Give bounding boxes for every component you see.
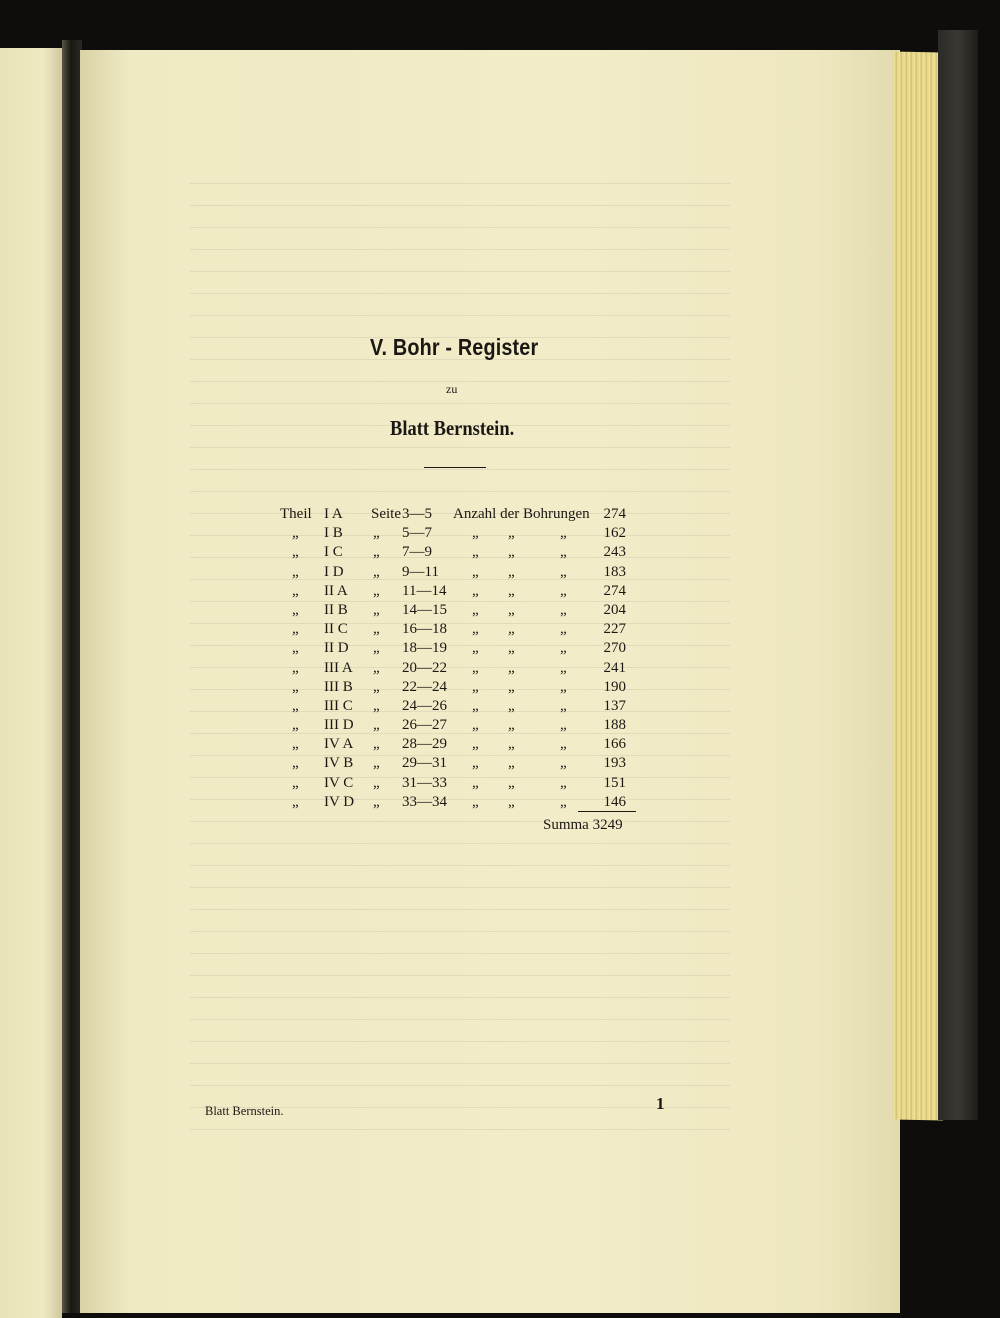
- ditto-mark: „: [560, 678, 567, 695]
- ditto-mark: „: [373, 736, 380, 753]
- table-row: [280, 524, 640, 543]
- part-label: III C: [324, 697, 353, 714]
- page-range: 31—33: [402, 774, 447, 791]
- ditto-mark: „: [292, 678, 299, 695]
- ditto-mark: „: [373, 544, 380, 561]
- ditto-mark: „: [472, 640, 479, 657]
- ditto-mark: „: [472, 525, 479, 542]
- table-row: [280, 543, 640, 562]
- ditto-mark: „: [373, 678, 380, 695]
- part-label: I A: [324, 506, 343, 522]
- boring-count: 183: [603, 563, 626, 580]
- page-edges: [893, 51, 943, 1120]
- table-row: [280, 735, 640, 754]
- part-label: III D: [324, 717, 354, 734]
- ditto-mark: „: [292, 755, 299, 772]
- table-row: [280, 601, 640, 620]
- page-range: 33—34: [402, 793, 447, 810]
- boring-count: 166: [603, 736, 626, 753]
- ditto-mark: „: [472, 678, 479, 695]
- boring-register-table: [280, 505, 640, 812]
- ditto-mark: „: [508, 793, 515, 810]
- summa-value: 3249: [592, 817, 623, 833]
- boring-count: 190: [603, 678, 626, 695]
- ditto-mark: „: [472, 774, 479, 791]
- page-range: 22—24: [402, 678, 447, 695]
- ditto-mark: „: [560, 774, 567, 791]
- ditto-mark: „: [560, 659, 567, 676]
- part-label: II D: [324, 640, 349, 657]
- boring-count: 146: [603, 793, 626, 810]
- ditto-mark: „: [373, 774, 380, 791]
- part-label: IV A: [324, 736, 354, 753]
- ditto-mark: „: [472, 697, 479, 714]
- ditto-mark: „: [560, 544, 567, 561]
- boring-count: 241: [603, 659, 626, 676]
- ditto-mark: „: [472, 659, 479, 676]
- table-row: [280, 563, 640, 582]
- ditto-mark: „: [373, 582, 380, 599]
- page-range: 20—22: [402, 659, 447, 676]
- seite-label: Seite: [371, 506, 401, 522]
- ditto-mark: „: [508, 755, 515, 772]
- page-range: 11—14: [402, 582, 447, 599]
- ditto-mark: „: [472, 755, 479, 772]
- ditto-mark: „: [560, 601, 567, 618]
- ditto-mark: „: [508, 678, 515, 695]
- ditto-mark: „: [472, 582, 479, 599]
- part-label: III A: [324, 659, 353, 676]
- page-range: 9—11: [402, 563, 439, 580]
- ditto-mark: „: [508, 659, 515, 676]
- ditto-mark: „: [292, 601, 299, 618]
- ditto-mark: „: [292, 736, 299, 753]
- ditto-mark: „: [560, 525, 567, 542]
- ditto-mark: „: [373, 621, 380, 638]
- ditto-mark: „: [292, 621, 299, 638]
- ditto-mark: „: [373, 755, 380, 772]
- ditto-mark: „: [508, 601, 515, 618]
- table-row: [280, 659, 640, 678]
- footer-sheet-name: Blatt Bernstein.: [205, 1104, 284, 1118]
- boring-count: 204: [603, 601, 626, 618]
- ditto-mark: „: [292, 717, 299, 734]
- part-label: II A: [324, 582, 348, 599]
- page-range: 7—9: [402, 544, 432, 561]
- ditto-mark: „: [472, 544, 479, 561]
- page-range: 5—7: [402, 525, 432, 542]
- ditto-mark: „: [508, 717, 515, 734]
- boring-count: 151: [603, 774, 626, 791]
- signature-mark: 1: [656, 1094, 665, 1113]
- table-row: [280, 774, 640, 793]
- ditto-mark: „: [292, 774, 299, 791]
- left-page-edge: [0, 48, 62, 1318]
- ditto-mark: „: [373, 717, 380, 734]
- ditto-mark: „: [508, 621, 515, 638]
- part-label: IV D: [324, 793, 355, 810]
- theil-label: Theil: [280, 506, 312, 522]
- ditto-mark: „: [508, 544, 515, 561]
- ditto-mark: „: [373, 697, 380, 714]
- ditto-mark: „: [292, 544, 299, 561]
- register-title: V. Bohr - Register: [370, 334, 539, 360]
- ditto-mark: „: [373, 601, 380, 618]
- ditto-mark: „: [472, 621, 479, 638]
- ditto-mark: „: [472, 793, 479, 810]
- title-connector: zu: [446, 382, 458, 396]
- ditto-mark: „: [560, 563, 567, 580]
- ditto-mark: „: [373, 640, 380, 657]
- table-row: [280, 620, 640, 639]
- part-label: I D: [324, 563, 344, 580]
- ditto-mark: „: [373, 659, 380, 676]
- ditto-mark: „: [508, 736, 515, 753]
- page-range: 14—15: [402, 601, 447, 618]
- boring-count: 162: [603, 525, 626, 542]
- ditto-mark: „: [292, 582, 299, 599]
- boring-count: 193: [603, 755, 626, 772]
- table-row: [280, 639, 640, 658]
- page-range: 29—31: [402, 755, 447, 772]
- ditto-mark: „: [560, 717, 567, 734]
- ditto-mark: „: [560, 793, 567, 810]
- ditto-mark: „: [472, 601, 479, 618]
- ditto-mark: „: [508, 582, 515, 599]
- ditto-mark: „: [472, 563, 479, 580]
- ditto-mark: „: [292, 640, 299, 657]
- part-label: IV B: [324, 755, 354, 772]
- ditto-mark: „: [292, 697, 299, 714]
- boring-count: 243: [603, 544, 626, 561]
- sheet-subtitle: Blatt Bernstein.: [390, 416, 515, 440]
- part-label: III B: [324, 678, 353, 695]
- page-range: 16—18: [402, 621, 447, 638]
- ditto-mark: „: [472, 717, 479, 734]
- ditto-mark: „: [560, 621, 567, 638]
- table-row: [280, 678, 640, 697]
- ditto-mark: „: [292, 563, 299, 580]
- ditto-mark: „: [508, 774, 515, 791]
- ditto-mark: „: [508, 640, 515, 657]
- table-row: [280, 505, 640, 524]
- summa-label: Summa: [543, 817, 589, 833]
- page-range: 18—19: [402, 640, 447, 657]
- ditto-mark: „: [472, 736, 479, 753]
- table-row: [280, 754, 640, 773]
- table-row: [280, 697, 640, 716]
- table-row: [280, 582, 640, 601]
- page-range: 28—29: [402, 736, 447, 753]
- ditto-mark: „: [373, 563, 380, 580]
- part-label: I C: [324, 544, 343, 561]
- boring-count: 274: [603, 582, 626, 599]
- page-range: 24—26: [402, 697, 447, 714]
- ditto-mark: „: [508, 525, 515, 542]
- boring-count: 188: [603, 717, 626, 734]
- part-label: II B: [324, 601, 348, 618]
- title-rule: [424, 467, 486, 468]
- table-row: [280, 793, 640, 812]
- page-range: 26—27: [402, 717, 447, 734]
- boring-count: 137: [603, 697, 626, 714]
- ditto-mark: „: [508, 697, 515, 714]
- table-row: [280, 716, 640, 735]
- ditto-mark: „: [560, 755, 567, 772]
- ditto-mark: „: [560, 736, 567, 753]
- part-label: I B: [324, 525, 343, 542]
- book-cover-edge: [938, 30, 978, 1120]
- ditto-mark: „: [292, 793, 299, 810]
- ditto-mark: „: [560, 697, 567, 714]
- ditto-mark: „: [560, 582, 567, 599]
- page-range: 3—5: [402, 506, 432, 522]
- boring-count: 227: [603, 621, 626, 638]
- anzahl-label: Anzahl der Bohrungen: [453, 506, 590, 522]
- book-gutter: [62, 40, 82, 1313]
- ditto-mark: „: [292, 659, 299, 676]
- ditto-mark: „: [292, 525, 299, 542]
- ditto-mark: „: [373, 793, 380, 810]
- ditto-mark: „: [508, 563, 515, 580]
- ditto-mark: „: [373, 525, 380, 542]
- part-label: IV C: [324, 774, 354, 791]
- ditto-mark: „: [560, 640, 567, 657]
- summa-line: [543, 817, 623, 834]
- boring-count: 274: [603, 506, 626, 522]
- sum-rule: [578, 811, 636, 812]
- part-label: II C: [324, 621, 348, 638]
- boring-count: 270: [603, 640, 626, 657]
